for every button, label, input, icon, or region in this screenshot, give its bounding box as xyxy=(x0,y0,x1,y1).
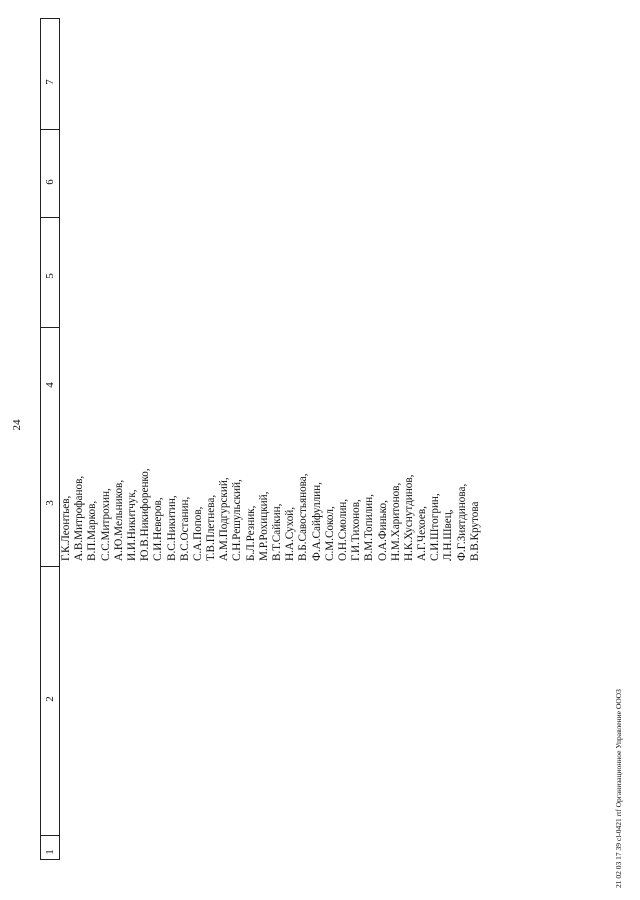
list-item: Ф.Г.Зиятдинова, xyxy=(455,483,468,561)
list-item: Ю.В.Никифоренко, xyxy=(139,468,152,561)
column-number-4: 4 xyxy=(44,382,56,388)
list-item: С.Н.Решульский, xyxy=(231,479,244,561)
list-item: С.М.Сокол, xyxy=(323,506,336,561)
list-item: В.П.Марков, xyxy=(86,500,99,561)
column-divider xyxy=(41,327,59,328)
column-number-2: 2 xyxy=(44,696,56,702)
list-item: В.С.Никитин, xyxy=(165,495,178,561)
column-divider xyxy=(41,835,59,836)
list-item: Т.В.Плетнева, xyxy=(205,494,218,561)
list-item: Н.К.Хуснутдинов, xyxy=(402,474,415,561)
column-divider xyxy=(41,566,59,567)
list-item: М.Р.Рохицкий, xyxy=(257,491,270,561)
list-item: В.В.Крутова xyxy=(468,501,481,561)
list-item: О.А.Финько, xyxy=(376,500,389,561)
names-list xyxy=(60,65,560,565)
list-item: А.В.Митрофанов, xyxy=(73,475,86,561)
list-item: В.С.Останин, xyxy=(178,496,191,561)
footer-imprint: 21 02 03 17 39 cl-0421 rtf Организационное Управление ООО3 xyxy=(614,689,623,888)
list-item: А.М.Подгурский, xyxy=(218,477,231,561)
list-item: О.Н.Смолин, xyxy=(336,498,349,561)
column-number-7: 7 xyxy=(44,79,56,85)
list-item: Н.М.Харитонов, xyxy=(389,482,402,561)
list-item: В.М.Топилин, xyxy=(363,494,376,561)
list-item: В.Т.Сайкин, xyxy=(271,503,283,561)
list-item: С.И.Неверов, xyxy=(152,497,165,561)
column-divider xyxy=(41,217,59,218)
column-divider xyxy=(41,129,59,130)
list-item: Б.Л.Резник, xyxy=(244,505,257,561)
list-item: Ф.А.Сайфуллин, xyxy=(310,482,323,561)
list-item: В.Б.Савостьянова, xyxy=(297,473,310,561)
list-item: А.Г.Чехоев, xyxy=(416,506,429,561)
table-header-columns xyxy=(40,18,60,860)
column-number-3: 3 xyxy=(44,500,56,506)
list-item: Г.К.Леонтьев, xyxy=(60,495,72,561)
list-item: А.Ю.Мельников, xyxy=(112,479,125,561)
page-number: 24 xyxy=(11,419,23,431)
list-item: С.И.Штогрин, xyxy=(429,493,442,561)
list-item: Г.И.Тихонов, xyxy=(350,499,363,561)
list-item: И.И.Никитчук, xyxy=(125,489,138,561)
list-item: С.С.Митрохин, xyxy=(99,488,112,561)
list-item: С.А.Попов, xyxy=(191,506,204,561)
column-number-1: 1 xyxy=(44,849,56,855)
list-item: Н.А.Сухой, xyxy=(284,506,297,561)
column-number-5: 5 xyxy=(44,273,56,279)
column-number-6: 6 xyxy=(44,179,56,185)
list-item: Л.Н.Швец, xyxy=(442,509,455,561)
